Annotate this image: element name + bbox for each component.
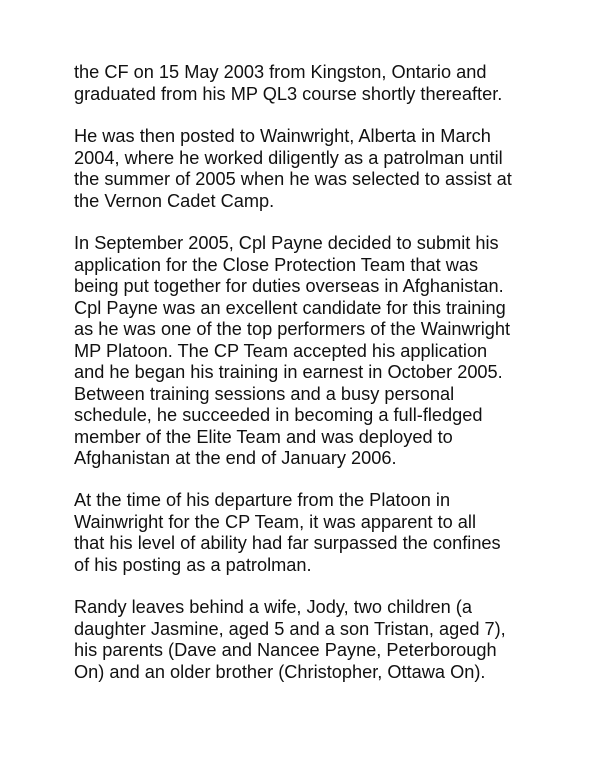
paragraph-wainwright-posting [74,126,574,212]
text-line: the summer of 2005 when he was selected to assist at [74,169,512,189]
text-line: the Vernon Cadet Camp. [74,190,275,211]
text-line: Between training sessions and a busy personal [74,383,455,404]
text-line: MP Platoon. The CP Team accepted his application [74,340,488,361]
paragraph-enrollment [74,62,574,105]
text-line: At the time of his departure from the Platoon in [74,490,451,510]
text-line: and he began his training in earnest in October 2005. [74,362,503,382]
text-line: member of the Elite Team and was deployed to [74,426,453,447]
text-line: In September 2005, Cpl Payne decided to submit his [74,233,499,253]
paragraph-family [74,597,574,683]
paragraph-departure [74,490,574,576]
text-line: Cpl Payne was an excellent candidate for this training [74,297,506,318]
text-line: that his level of ability had far surpassed the confines [74,533,501,553]
paragraph-close-protection-team [74,233,574,470]
text-line: the CF on 15 May 2003 from Kingston, Ontario and [74,62,487,82]
text-line: On) and an older brother (Christopher, Ottawa On). [74,661,486,682]
text-line: being put together for duties overseas in Afghanistan. [74,276,504,296]
text-line: 2004, where he worked diligently as a patrolman until [74,147,503,168]
text-line: graduated from his MP QL3 course shortly thereafter. [74,83,503,104]
text-line: of his posting as a patrolman. [74,554,312,575]
text-line: He was then posted to Wainwright, Alberta in March [74,126,491,146]
text-line: Randy leaves behind a wife, Jody, two children (a [74,597,472,617]
text-line: daughter Jasmine, aged 5 and a son Tristan, aged 7), [74,618,506,639]
text-line: application for the Close Protection Team that was [74,254,479,275]
text-line: Wainwright for the CP Team, it was apparent to all [74,511,476,532]
text-line: schedule, he succeeded in becoming a full-fledged [74,405,483,425]
text-line: as he was one of the top performers of the Wainwright [74,319,511,339]
text-line: Afghanistan at the end of January 2006. [74,448,397,468]
text-line: his parents (Dave and Nancee Payne, Peterborough [74,640,497,660]
